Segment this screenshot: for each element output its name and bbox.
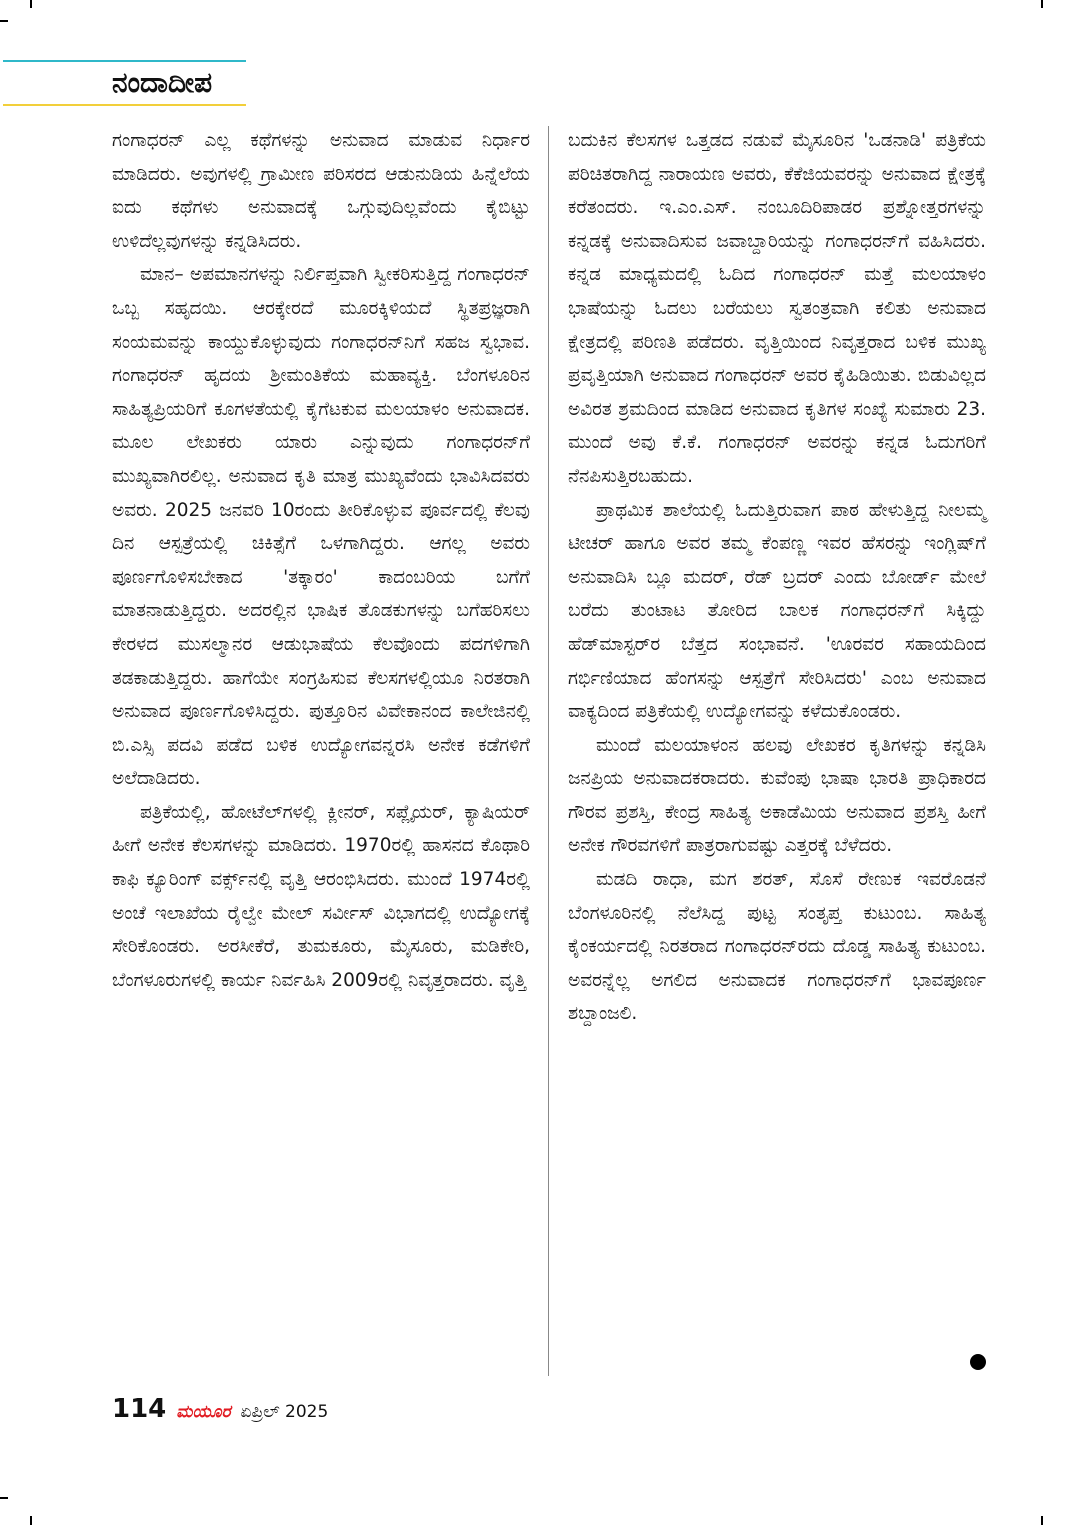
- article-left-column: [112, 124, 530, 997]
- column-divider: [548, 126, 549, 1376]
- page-footer: [112, 1394, 328, 1428]
- section-header-bottom-rule: [3, 104, 246, 106]
- section-title: ನಂದಾದೀಪ: [112, 66, 213, 99]
- article-paragraph: ಮಡದಿ ರಾಧಾ, ಮಗ ಶರತ್, ಸೊಸೆ ರೇಣುಕ ಇವರೊಡನೆ ಬೆಂಗಳೂರಿನಲ್ಲಿ ನೆಲೆಸಿದ್ದ ಪುಟ್ಟ ಸಂತೃಪ್ತ ಕುಟುಂಬ. ಸಾಹಿತ್ಯ ಕೈಂಕರ್ಯದಲ್ಲಿ ನಿರತರಾದ ಗಂಗಾಧರನ್‌ರದು ದೊಡ್ಡ ಸಾಹಿತ್ಯ ಕುಟುಂಬ. ಅವರನ್ನೆಲ್ಲ ಅಗಲಿದ ಅನುವಾದಕ ಗಂಗಾಧರನ್‌ಗೆ ಭಾವಪೂರ್ಣ ಶಬ್ದಾಂಜಲಿ.: [568, 869, 986, 1025]
- crop-mark: [1041, 0, 1043, 8]
- article-end-bullet-icon: [970, 1354, 986, 1370]
- crop-mark: [30, 1516, 32, 1525]
- section-header-top-rule: [3, 60, 246, 62]
- crop-mark: [1041, 1516, 1043, 1525]
- magazine-logo: ಮಯೂರ: [176, 1402, 231, 1422]
- crop-mark: [0, 20, 8, 22]
- crop-mark: [30, 0, 32, 8]
- crop-mark: [0, 1497, 8, 1499]
- article-paragraph: ಮುಂದೆ ಮಲಯಾಳಂನ ಹಲವು ಲೇಖಕರ ಕೃತಿಗಳನ್ನು ಕನ್ನಡಿಸಿ ಜನಪ್ರಿಯ ಅನುವಾದಕರಾದರು. ಕುವೆಂಪು ಭಾಷಾ ಭಾರತಿ ಪ್ರಾಧಿಕಾರದ ಗೌರವ ಪ್ರಶಸ್ತಿ, ಕೇಂದ್ರ ಸಾಹಿತ್ಯ ಅಕಾಡೆಮಿಯ ಅನುವಾದ ಪ್ರಶಸ್ತಿ ಹೀಗೆ ಅನೇಕ ಗೌರವಗಳಿಗೆ ಪಾತ್ರರಾಗುವಷ್ಟು ಎತ್ತರಕ್ಕೆ ಬೆಳೆದರು.: [568, 734, 986, 857]
- article-paragraph: ಪ್ರಾಥಮಿಕ ಶಾಲೆಯಲ್ಲಿ ಓದುತ್ತಿರುವಾಗ ಪಾಠ ಹೇಳುತ್ತಿದ್ದ ನೀಲಮ್ಮ ಟೀಚರ್ ಹಾಗೂ ಅವರ ತಮ್ಮ ಕೆಂಪಣ್ಣ ಇವರ ಹೆಸರನ್ನು ಇಂಗ್ಲಿಷ್‌ಗೆ ಅನುವಾದಿಸಿ ಬ್ಲೂ ಮದರ್, ರೆಡ್ ಬ್ರದರ್ ಎಂದು ಬೋರ್ಡ್ ಮೇಲೆ ಬರೆದು ತುಂಟಾಟ ತೋರಿದ ಬಾಲಕ ಗಂಗಾಧರನ್‌ಗೆ ಸಿಕ್ಕಿದ್ದು ಹೆಡ್‌ಮಾಸ್ಟರ್‌ರ ಬೆತ್ತದ ಸಂಭಾವನೆ. 'ಊರವರ ಸಹಾಯದಿಂದ ಗರ್ಭಿಣಿಯಾದ ಹೆಂಗಸನ್ನು ಆಸ್ಪತ್ರೆಗೆ ಸೇರಿಸಿದರು' ಎಂಬ ಅನುವಾದ ವಾಕ್ಯದಿಂದ ಪತ್ರಿಕೆಯಲ್ಲಿ ಉದ್ಯೋಗವನ್ನು ಕಳೆದುಕೊಂಡರು.: [568, 499, 986, 723]
- page-number: 114: [112, 1394, 167, 1424]
- article-paragraph: ಮಾನ– ಅಪಮಾನಗಳನ್ನು ನಿರ್ಲಿಪ್ತವಾಗಿ ಸ್ವೀಕರಿಸುತ್ತಿದ್ದ ಗಂಗಾಧರನ್ ಒಬ್ಬ ಸಹೃದಯಿ. ಆರಕ್ಕೇರದೆ ಮೂರಕ್ಕಿಳಿಯದೆ ಸ್ಥಿತಪ್ರಜ್ಞರಾಗಿ ಸಂಯಮವನ್ನು ಕಾಯ್ದುಕೊಳ್ಳುವುದು ಗಂಗಾಧರನ್‌ನಿಗೆ ಸಹಜ ಸ್ವಭಾವ. ಗಂಗಾಧರನ್ ಹೃದಯ ಶ್ರೀಮಂತಿಕೆಯ ಮಹಾವ್ಯಕ್ತಿ. ಬೆಂಗಳೂರಿನ ಸಾಹಿತ್ಯಪ್ರಿಯರಿಗೆ ಕೂಗಳತೆಯಲ್ಲಿ ಕೈಗೆಟಕುವ ಮಲಯಾಳಂ ಅನುವಾದಕ. ಮೂಲ ಲೇಖಕರು ಯಾರು ಎನ್ನುವುದು ಗಂಗಾಧರನ್‌ಗೆ ಮುಖ್ಯವಾಗಿರಲಿಲ್ಲ. ಅನುವಾದ ಕೃತಿ ಮಾತ್ರ ಮುಖ್ಯವೆಂದು ಭಾವಿಸಿದವರು ಅವರು. 2025 ಜನವರಿ 10ರಂದು ತೀರಿಕೊಳ್ಳುವ ಪೂರ್ವದಲ್ಲಿ ಕೆಲವು ದಿನ ಆಸ್ಪತ್ರೆಯಲ್ಲಿ ಚಿಕಿತ್ಸೆಗೆ ಒಳಗಾಗಿದ್ದರು. ಆಗಲ್ಲ ಅವರು ಪೂರ್ಣಗೊಳಿಸಬೇಕಾದ 'ತಕ್ಕಾರಂ' ಕಾದಂಬರಿಯ ಬಗೆಗೆ ಮಾತನಾಡುತ್ತಿದ್ದರು. ಅದರಲ್ಲಿನ ಭಾಷಿಕ ತೊಡಕುಗಳನ್ನು ಬಗೆಹರಿಸಲು ಕೇರಳದ ಮುಸಲ್ಮಾನರ ಆಡುಭಾಷೆಯ ಕೆಲವೊಂದು ಪದಗಳಿಗಾಗಿ ತಡಕಾಡುತ್ತಿದ್ದರು. ಹಾಗೆಯೇ ಸಂಗ್ರಹಿಸುವ ಕೆಲಸಗಳಲ್ಲಿಯೂ ನಿರತರಾಗಿ ಅನುವಾದ ಪೂರ್ಣಗೊಳಿಸಿದ್ದರು. ಪುತ್ತೂರಿನ ವಿವೇಕಾನಂದ ಕಾಲೇಜಿನಲ್ಲಿ ಬಿ.ಎಸ್ಸಿ ಪದವಿ ಪಡೆದ ಬಳಿಕ ಉದ್ಯೋಗವನ್ನರಸಿ ಅನೇಕ ಕಡೆಗಳಿಗೆ ಅಲೆದಾಡಿದರು.: [112, 264, 530, 790]
- article-right-column: [568, 124, 986, 1031]
- issue-date: ಏಪ್ರಿಲ್ 2025: [240, 1402, 329, 1422]
- article-paragraph: ಬದುಕಿನ ಕೆಲಸಗಳ ಒತ್ತಡದ ನಡುವೆ ಮೈಸೂರಿನ 'ಒಡನಾಡಿ' ಪತ್ರಿಕೆಯ ಪರಿಚಿತರಾಗಿದ್ದ ನಾರಾಯಣ ಅವರು, ಕೆಕೆಜಿಯವರನ್ನು ಅನುವಾದ ಕ್ಷೇತ್ರಕ್ಕೆ ಕರೆತಂದರು. ಇ.ಎಂ.ಎಸ್. ನಂಬೂದಿರಿಪಾಡರ ಪ್ರಶ್ನೋತ್ತರಗಳನ್ನು ಕನ್ನಡಕ್ಕೆ ಅನುವಾದಿಸುವ ಜವಾಬ್ದಾರಿಯನ್ನು ಗಂಗಾಧರನ್‌ಗೆ ವಹಿಸಿದರು. ಕನ್ನಡ ಮಾಧ್ಯಮದಲ್ಲಿ ಓದಿದ ಗಂಗಾಧರನ್ ಮತ್ತೆ ಮಲಯಾಳಂ ಭಾಷೆಯನ್ನು ಓದಲು ಬರೆಯಲು ಸ್ವತಂತ್ರವಾಗಿ ಕಲಿತು ಅನುವಾದ ಕ್ಷೇತ್ರದಲ್ಲಿ ಪರಿಣತಿ ಪಡೆದರು. ವೃತ್ತಿಯಿಂದ ನಿವೃತ್ತರಾದ ಬಳಿಕ ಮುಖ್ಯ ಪ್ರವೃತ್ತಿಯಾಗಿ ಅನುವಾದ ಗಂಗಾಧರನ್ ಅವರ ಕೈಹಿಡಿಯಿತು. ಬಿಡುವಿಲ್ಲದ ಅವಿರತ ಶ್ರಮದಿಂದ ಮಾಡಿದ ಅನುವಾದ ಕೃತಿಗಳ ಸಂಖ್ಯೆ ಸುಮಾರು 23. ಮುಂದೆ ಅವು ಕೆ.ಕೆ. ಗಂಗಾಧರನ್ ಅವರನ್ನು ಕನ್ನಡ ಓದುಗರಿಗೆ ನೆನಪಿಸುತ್ತಿರಬಹುದು.: [568, 130, 986, 487]
- article-paragraph: ಪತ್ರಿಕೆಯಲ್ಲಿ, ಹೋಟೆಲ್‌ಗಳಲ್ಲಿ ಕ್ಲೀನರ್, ಸಪ್ಲೈಯರ್, ಕ್ಯಾಷಿಯರ್ ಹೀಗೆ ಅನೇಕ ಕೆಲಸಗಳನ್ನು ಮಾಡಿದರು. 1970ರಲ್ಲಿ ಹಾಸನದ ಕೊಥಾರಿ ಕಾಫಿ ಕ್ಯೂರಿಂಗ್ ವರ್ಕ್ಸ್‌ನಲ್ಲಿ ವೃತ್ತಿ ಆರಂಭಿಸಿದರು. ಮುಂದೆ 1974ರಲ್ಲಿ ಅಂಚೆ ಇಲಾಖೆಯ ರೈಲ್ವೇ ಮೇಲ್ ಸರ್ವೀಸ್ ವಿಭಾಗದಲ್ಲಿ ಉದ್ಯೋಗಕ್ಕೆ ಸೇರಿಕೊಂಡರು. ಅರಸೀಕೆರೆ, ತುಮಕೂರು, ಮೈಸೂರು, ಮಡಿಕೇರಿ, ಬೆಂಗಳೂರುಗಳಲ್ಲಿ ಕಾರ್ಯ ನಿರ್ವಹಿಸಿ 2009ರಲ್ಲಿ ನಿವೃತ್ತರಾದರು. ವೃತ್ತಿ: [112, 801, 530, 991]
- article-paragraph: ಗಂಗಾಧರನ್ ಎಲ್ಲ ಕಥೆಗಳನ್ನು ಅನುವಾದ ಮಾಡುವ ನಿರ್ಧಾರ ಮಾಡಿದರು. ಅವುಗಳಲ್ಲಿ ಗ್ರಾಮೀಣ ಪರಿಸರದ ಆಡುನುಡಿಯ ಹಿನ್ನೆಲೆಯ ಐದು ಕಥೆಗಳು ಅನುವಾದಕ್ಕೆ ಒಗ್ಗುವುದಿಲ್ಲವೆಂದು ಕೈಬಿಟ್ಟು ಉಳಿದೆಲ್ಲವುಗಳನ್ನು ಕನ್ನಡಿಸಿದರು.: [112, 130, 530, 252]
